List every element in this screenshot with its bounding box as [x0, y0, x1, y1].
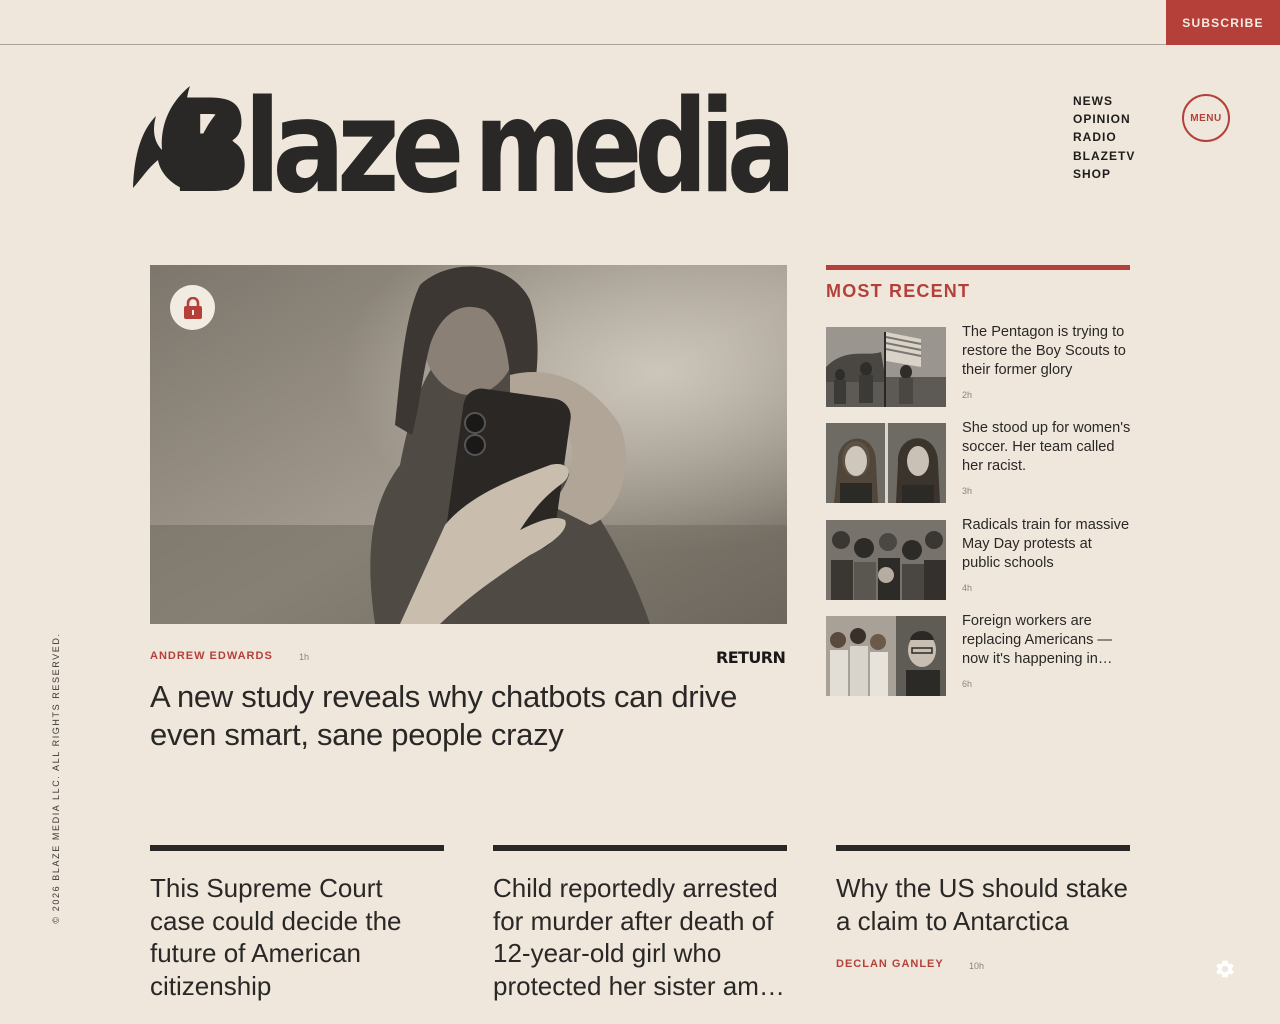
card-author[interactable]: DECLAN GANLEY [836, 958, 944, 970]
recent-thumbnail[interactable] [826, 520, 946, 600]
recent-time: 4h [962, 583, 973, 593]
hero-time: 1h [299, 652, 310, 662]
nav-item-blazetv[interactable]: BLAZETV [1073, 148, 1136, 163]
card-rule [836, 845, 1130, 851]
gear-icon[interactable] [1214, 958, 1236, 980]
recent-headline[interactable]: She stood up for women's soccer. Her team called her racist. [962, 420, 1131, 474]
hero-image[interactable] [150, 265, 787, 624]
card-rule [493, 845, 787, 851]
recent-thumbnail[interactable] [826, 423, 946, 503]
card-headline[interactable]: This Supreme Court case could decide the future of American citizenship [150, 873, 402, 1001]
recent-time: 2h [962, 390, 973, 400]
most-recent-rule [826, 265, 1130, 270]
nav-item-shop[interactable]: SHOP [1073, 166, 1112, 181]
recent-headline[interactable]: Foreign workers are replacing Americans — now it's happening in [962, 613, 1113, 667]
card-headline[interactable]: Child reportedly arrested for murder after death of 12-year-old girl who protected her sister amid [493, 873, 780, 1001]
blaze-media-logo[interactable] [130, 80, 790, 196]
main-nav [1073, 92, 1135, 183]
svg-text:Blaze: Blaze [170, 80, 460, 196]
recent-item[interactable] [826, 517, 1130, 602]
most-recent-title: MOST RECENT [826, 281, 971, 301]
lock-icon [183, 297, 203, 319]
recent-item[interactable] [826, 613, 1130, 698]
card-headline[interactable]: Why the US should stake a claim to Antarctica [836, 873, 1128, 936]
card-time: 10h [969, 961, 985, 971]
recent-thumbnail[interactable] [826, 327, 946, 407]
svg-text:media: media [474, 80, 789, 196]
menu-button[interactable]: MENU [1182, 94, 1230, 142]
nav-item-opinion[interactable]: OPINION [1073, 112, 1131, 127]
nav-item-news[interactable]: NEWS [1073, 94, 1113, 108]
nav-item-radio[interactable]: RADIO [1073, 130, 1117, 145]
recent-headline[interactable]: The Pentagon is trying to restore the Boy Scouts to their former glory [962, 324, 1126, 378]
locked-badge [170, 285, 215, 330]
story-card[interactable] [493, 845, 787, 1002]
recent-thumbnail[interactable] [826, 616, 946, 696]
hero-author[interactable]: ANDREW EDWARDS [150, 650, 273, 662]
most-recent-section [826, 265, 1131, 689]
recent-time: 3h [962, 486, 973, 496]
hero-headline[interactable]: A new study reveals why chatbots can drive even smart, sane people crazy [150, 679, 738, 752]
recent-item[interactable] [826, 420, 1131, 505]
copyright-notice: © 2026 BLAZE MEDIA LLC. ALL RIGHTS RESERVED. [51, 632, 61, 924]
recent-item[interactable] [826, 324, 1130, 409]
subscribe-button[interactable]: SUBSCRIBE [1166, 0, 1280, 45]
recent-headline[interactable]: Radicals train for massive May Day protests at public schools [962, 517, 1130, 571]
top-bar [0, 0, 1280, 45]
card-rule [150, 845, 444, 851]
recent-time: 6h [962, 679, 973, 689]
story-card[interactable] [150, 845, 444, 1002]
return-outlet-logo[interactable]: RETURN [716, 648, 786, 667]
story-card[interactable] [836, 845, 1130, 937]
